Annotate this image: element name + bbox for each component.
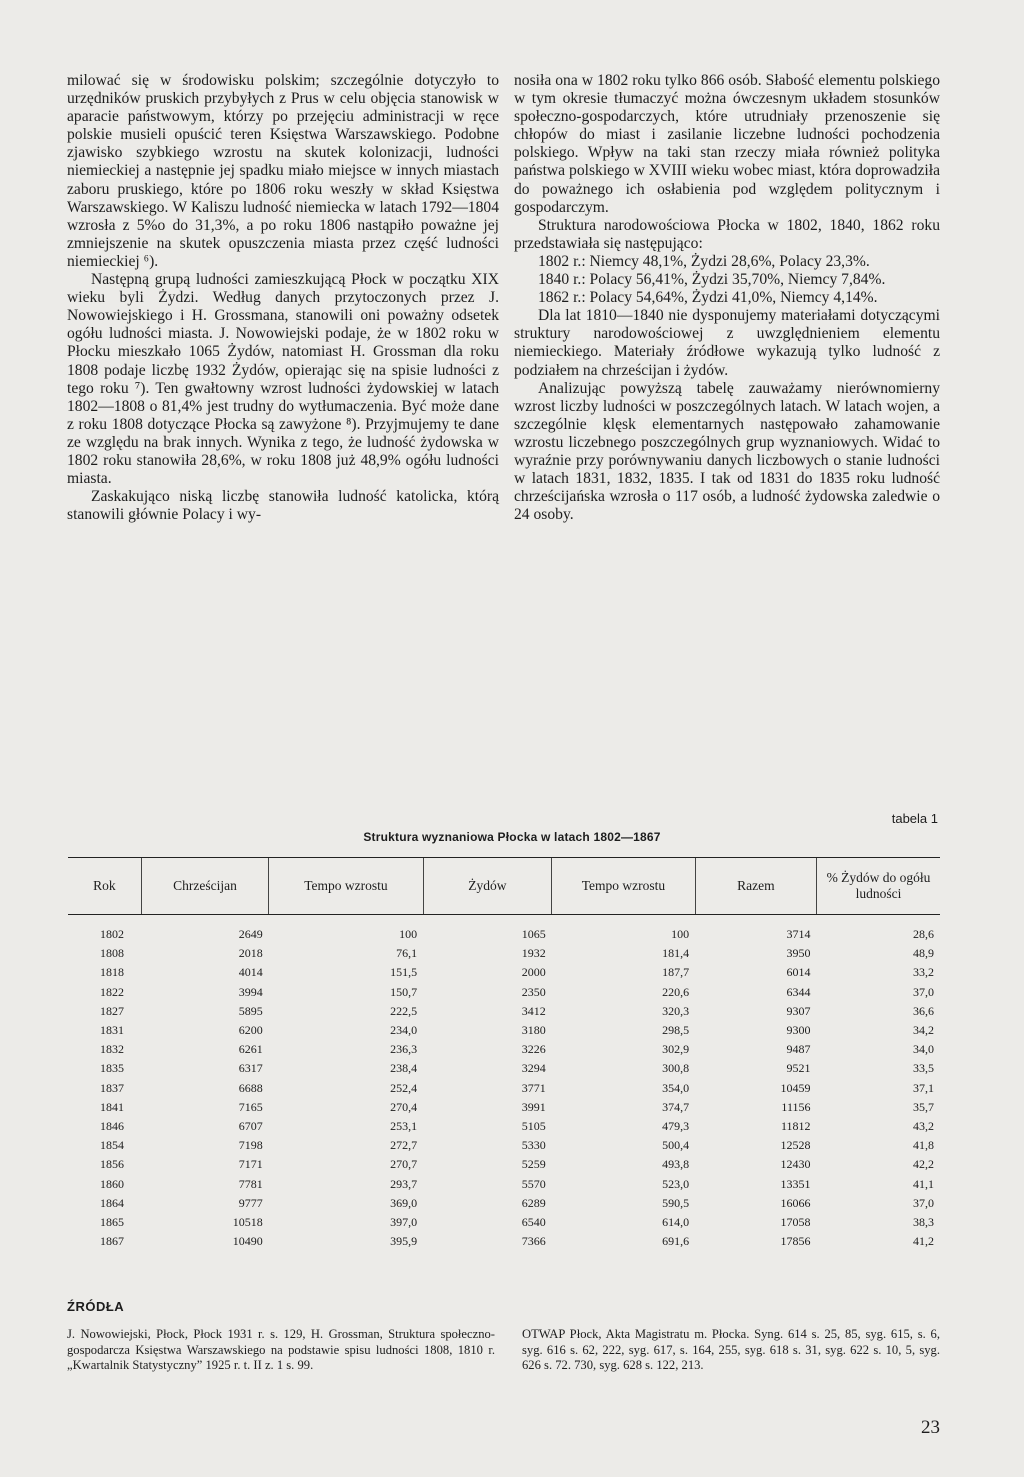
table-cell: 17058 (780, 1214, 811, 1229)
column-header: Razem (695, 858, 816, 915)
table-cell: 7165 (238, 1099, 263, 1114)
table-row (68, 1174, 940, 1193)
table-cell: 10518 (232, 1214, 263, 1229)
column-header: Tempo wzrostu (269, 858, 423, 915)
paragraph: milować się w środowisku polskim; szczególnie dotyczyło to urzędników pruskich przybyłych z Prus w celu objęcia stanowisk w aparacie państwowym, którzy po przejęciu administracji w ręce polskie musieli opuścić teren Księstwa Warszawskiego. Podobne zjawisko szybkiego wzrostu na skutek kolonizacji, ludności niemieckiej a następnie jej spadku miało miejsce w innych miastach zaboru pruskiego, które po 1806 roku weszły w skład Księstwa Warszawskiego. W Kaliszu ludność niemiecka w latach 1792—1804 wzrosła z 5%o do 31,3%, a po roku 1806 nastąpiło poważne jej zmniejszenie na skutek opuszczenia miasta przez część ludności niemieckiej ⁶). (67, 72, 499, 270)
table-title: Struktura wyznaniowa Płocka w latach 1802—1867 (363, 830, 661, 844)
table-cell: 38,3 (913, 1214, 934, 1229)
table-cell: 10459 (780, 1080, 811, 1095)
table-cell: 9487 (786, 1042, 811, 1057)
table-cell: 6014 (786, 965, 811, 980)
table-cell: 1831 (100, 1023, 124, 1038)
table-cell: 222,5 (390, 1003, 418, 1018)
table-cell: 41,8 (913, 1138, 934, 1153)
table-cell: 42,2 (913, 1157, 934, 1172)
table-cell: 234,0 (390, 1023, 418, 1038)
table-cell: 3714 (786, 927, 811, 942)
table-cell: 35,7 (913, 1099, 934, 1114)
table-cell: 5895 (238, 1003, 263, 1018)
table-cell: 7198 (238, 1138, 263, 1153)
table-cell: 34,0 (913, 1042, 934, 1057)
table-cell: 272,7 (390, 1138, 418, 1153)
table-cell: 181,4 (662, 946, 690, 961)
table-cell: 6317 (238, 1061, 263, 1076)
table-cell: 13351 (780, 1176, 811, 1191)
table-cell: 493,8 (662, 1157, 690, 1172)
paragraph: Struktura narodowościowa Płocka w 1802, 1840, 1862 roku przedstawiała się następująco: (514, 216, 940, 252)
table-cell: 590,5 (662, 1195, 690, 1210)
table-cell: 1808 (100, 946, 124, 961)
paragraph: Dla lat 1810—1840 nie dysponujemy materiałami dotyczącymi struktury narodowościowej z uwzględnieniem elementu niemieckiego. Materiały źródłowe wykazują tylko ludność z podziałem na chrześcijan i żydów. (514, 307, 940, 379)
table-cell: 6707 (238, 1118, 263, 1133)
table-cell: 6261 (238, 1042, 263, 1057)
table-cell: 500,4 (662, 1138, 690, 1153)
table-cell: 12430 (780, 1157, 811, 1172)
table-cell: 28,6 (913, 927, 934, 942)
table-cell: 270,7 (390, 1157, 418, 1172)
source-left: J. Nowowiejski, Płock, Płock 1931 r. s. 129, H. Grossman, Struktura społeczno-gospodarcza Księstwa Warszawskiego na podstawie spisu ludności 1808, 1810 r. „Kwartalnik Statystyczny” 1925 r. t. II z. 1 s. 99. (67, 1327, 495, 1373)
table-cell: 479,3 (662, 1118, 690, 1133)
table-cell: 6289 (521, 1195, 546, 1210)
table-cell: 9777 (238, 1195, 263, 1210)
table-cell: 9521 (786, 1061, 811, 1076)
table-row (68, 1098, 940, 1117)
table-cell: 11156 (781, 1099, 811, 1114)
table-cell: 523,0 (662, 1176, 690, 1191)
table-body (68, 915, 940, 1252)
table-cell: 76,1 (396, 946, 418, 961)
table-cell: 298,5 (662, 1023, 690, 1038)
table-cell: 3994 (238, 984, 263, 999)
table-cell: 238,4 (390, 1061, 418, 1076)
paragraph: 1802 r.: Niemcy 48,1%, Żydzi 28,6%, Polacy 23,3%. (538, 252, 870, 270)
table-cell: 220,6 (662, 984, 690, 999)
table-cell: 5259 (521, 1157, 546, 1172)
sources-heading: ŹRÓDŁA (67, 1299, 125, 1314)
right-text-column (514, 72, 940, 524)
table-cell: 43,2 (913, 1118, 934, 1133)
table-cell: 41,1 (913, 1176, 934, 1191)
column-header: Żydów (423, 858, 552, 915)
table-cell: 3226 (521, 1042, 546, 1057)
page-number: 23 (921, 1417, 940, 1438)
table-row (68, 915, 940, 945)
table-cell: 6540 (521, 1214, 546, 1229)
table-cell: 150,7 (390, 984, 418, 999)
table-row (68, 1002, 940, 1021)
table-row (68, 1155, 940, 1174)
table-cell: 1837 (100, 1080, 124, 1095)
table-cell: 253,1 (390, 1118, 418, 1133)
column-header: % Żydów do ogółu ludności (817, 858, 941, 915)
table-cell: 2350 (521, 984, 546, 999)
table-cell: 1854 (100, 1138, 124, 1153)
table-cell: 41,2 (913, 1234, 934, 1249)
table-row (68, 1021, 940, 1040)
table-row (68, 1079, 940, 1098)
table-cell: 2018 (238, 946, 263, 961)
table-cell: 1856 (100, 1157, 124, 1172)
paragraph: Następną grupą ludności zamieszkującą Płock w początku XIX wieku byli Żydzi. Według danych przytoczonych przez J. Nowowiejskiego i H. Grossmana, stanowili oni poważny odsetek ogółu ludności miasta. J. Nowowiejski podaje, że w 1802 roku w Płocku mieszkało 1065 Żydów, natomiast H. Grossman dla roku 1808 podaje liczbę 1932 Żydów, opierając się na spisie ludności z tego roku ⁷). Ten gwałtowny wzrost ludności żydowskiej w latach 1802—1808 o 81,4% jest trudny do wytłumaczenia. Być może dane z roku 1808 dotyczące Płocka są zawyżone ⁸). Przyjmujemy te dane ze względu na brak innych. Wynika z tego, że ludność żydowska w 1802 roku stanowiła 28,6%, w roku 1808 już 48,9% ogółu ludności miasta. (67, 271, 499, 488)
data-table (68, 857, 940, 1251)
table-cell: 369,0 (390, 1195, 418, 1210)
table-cell: 1864 (100, 1195, 124, 1210)
paragraph: nosiła ona w 1802 roku tylko 866 osób. Słabość elementu polskiego w tym okresie tłumaczyć można ówczesnym układem stosunków społeczno-gospodarczych, które utrudniały przenoszenie się chłopów do miast i zasilanie liczebne ludności pochodzenia polskiego. Wpływ na taki stan rzeczy miała również polityka państwa polskiego w XVIII wieku wobec miast, która doprowadziła do poważnego ich osłabienia pod względem politycznym i gospodarczym. (514, 72, 940, 216)
table-cell: 17856 (780, 1234, 811, 1249)
table-cell: 34,2 (913, 1023, 934, 1038)
table-cell: 5330 (521, 1138, 546, 1153)
table-cell: 33,2 (913, 965, 934, 980)
table-row (68, 944, 940, 963)
column-header: Chrześcijan (141, 858, 269, 915)
table-cell: 2000 (521, 965, 546, 980)
table-row (68, 1194, 940, 1213)
table-cell: 1860 (100, 1176, 124, 1191)
paragraph: Zaskakująco niską liczbę stanowiła ludność katolicka, którą stanowili głównie Polacy i wy- (67, 488, 499, 524)
table-header-row (68, 858, 940, 915)
table-cell: 37,0 (913, 984, 934, 999)
paragraph: 1840 r.: Polacy 56,41%, Żydzi 35,70%, Niemcy 7,84%. (538, 271, 886, 289)
table-cell: 3771 (521, 1080, 546, 1095)
table-cell: 397,0 (390, 1214, 418, 1229)
table-cell: 1822 (100, 984, 124, 999)
table-cell: 3412 (521, 1003, 546, 1018)
table-cell: 187,7 (662, 965, 690, 980)
table-cell: 11812 (780, 1118, 811, 1133)
paragraph: 1862 r.: Polacy 54,64%, Żydzi 41,0%, Niemcy 4,14%. (538, 289, 878, 307)
table-cell: 1802 (100, 927, 124, 942)
table-cell: 6344 (786, 984, 811, 999)
table-cell: 100 (399, 927, 418, 942)
table-cell: 16066 (780, 1195, 811, 1210)
table-cell: 236,3 (390, 1042, 418, 1057)
table-row (68, 1059, 940, 1078)
table-cell: 1835 (100, 1061, 124, 1076)
table-cell: 3294 (521, 1061, 546, 1076)
table-cell: 1832 (100, 1042, 124, 1057)
table-cell: 1841 (100, 1099, 124, 1114)
table-cell: 4014 (238, 965, 263, 980)
table-cell: 7781 (238, 1176, 263, 1191)
table-cell: 1846 (100, 1118, 124, 1133)
paragraph: Analizując powyższą tabelę zauważamy nierównomierny wzrost liczby ludności w poszczególnych latach. W latach wojen, a szczególnie klęsk elementarnych następowało zahamowanie wzrostu liczebnego poszczególnych grup wyznaniowych. Widać to wyraźnie przy porównywaniu danych liczbowych o stanie ludności w latach 1831, 1832, 1835. I tak od 1831 do 1835 roku ludność chrześcijańska wzrosła o 117 osób, a ludność żydowska zaledwie o 24 osoby. (514, 379, 940, 524)
left-text-column (67, 72, 499, 524)
table-cell: 320,3 (662, 1003, 690, 1018)
table-cell: 37,0 (913, 1195, 934, 1210)
table-cell: 614,0 (662, 1214, 690, 1229)
table-cell: 10490 (232, 1234, 263, 1249)
table-cell: 6200 (238, 1023, 263, 1038)
table-cell: 37,1 (913, 1080, 934, 1095)
table-cell: 1932 (521, 946, 546, 961)
table-cell: 33,5 (913, 1061, 934, 1076)
table-cell: 293,7 (390, 1176, 418, 1191)
table-cell: 2649 (238, 927, 263, 942)
table-cell: 302,9 (662, 1042, 690, 1057)
table-cell: 48,9 (913, 946, 934, 961)
table-cell: 300,8 (662, 1061, 690, 1076)
table-cell: 7366 (521, 1234, 546, 1249)
table-row (68, 983, 940, 1002)
table-cell: 6688 (238, 1080, 263, 1095)
table-cell: 5570 (521, 1176, 546, 1191)
table-cell: 36,6 (913, 1003, 934, 1018)
table-cell: 1865 (100, 1214, 124, 1229)
table-row (68, 1040, 940, 1059)
column-header: Rok (68, 858, 141, 915)
table-cell: 1818 (100, 965, 124, 980)
table-cell: 5105 (521, 1118, 546, 1133)
table-cell: 252,4 (390, 1080, 418, 1095)
table-row (68, 1136, 940, 1155)
column-header: Tempo wzrostu (552, 858, 695, 915)
table-label: tabela 1 (891, 811, 938, 826)
table-cell: 1827 (100, 1003, 124, 1018)
table-cell: 691,6 (662, 1234, 690, 1249)
table-cell: 1065 (521, 927, 546, 942)
table-row (68, 1117, 940, 1136)
source-right: OTWAP Płock, Akta Magistratu m. Płocka. Syng. 614 s. 25, 85, syg. 615, s. 6, syg. 616 s. 62, 222, syg. 617, s. 164, 255, syg. 618 s. 31, syg. 622 s. 10, 5, syg. 626 s. 72. 730, syg. 628 s. 122, 213. (522, 1327, 940, 1373)
table-row (68, 1232, 940, 1251)
table-cell: 12528 (780, 1138, 811, 1153)
table-cell: 100 (671, 927, 690, 942)
table-cell: 151,5 (390, 965, 418, 980)
table-cell: 3991 (521, 1099, 546, 1114)
table-cell: 270,4 (390, 1099, 418, 1114)
table-cell: 3950 (786, 946, 811, 961)
table-cell: 395,9 (390, 1234, 418, 1249)
table-cell: 7171 (238, 1157, 263, 1172)
table-cell: 1867 (100, 1234, 124, 1249)
table-cell: 374,7 (662, 1099, 690, 1114)
table-cell: 354,0 (662, 1080, 690, 1095)
table-cell: 3180 (521, 1023, 546, 1038)
table-cell: 9300 (786, 1023, 811, 1038)
table-row (68, 963, 940, 982)
table-cell: 9307 (786, 1003, 811, 1018)
table-row (68, 1213, 940, 1232)
